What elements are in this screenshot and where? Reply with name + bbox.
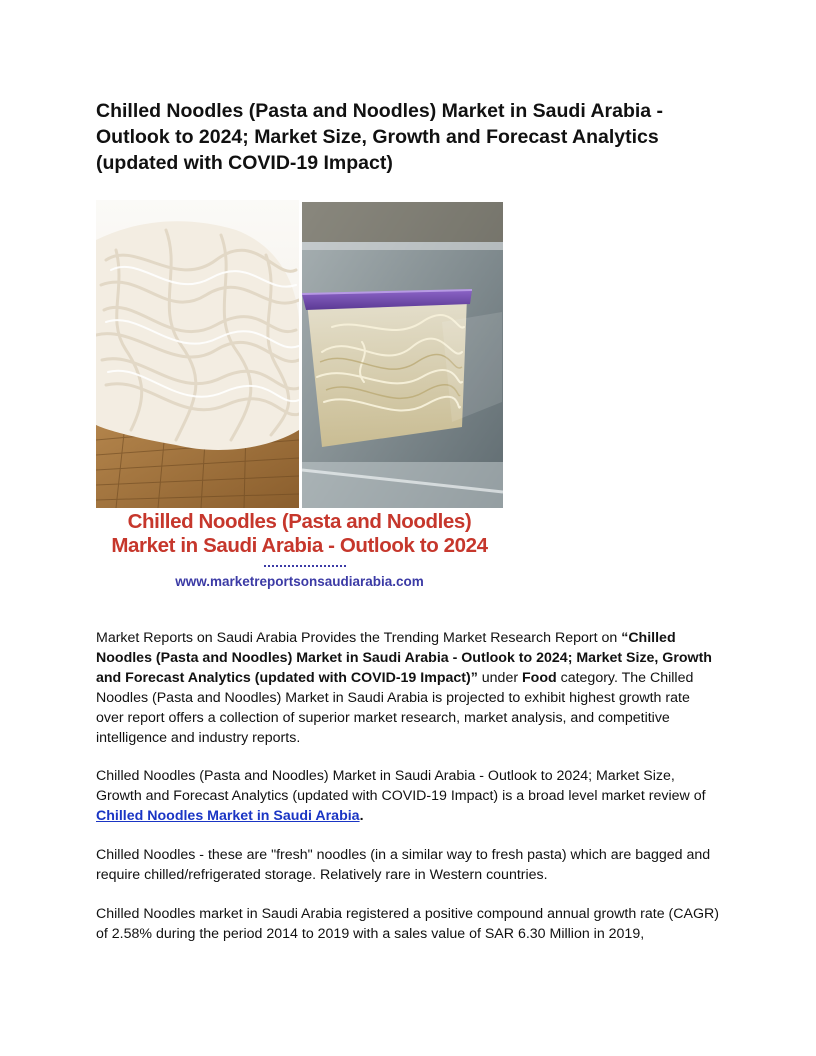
intro-paragraph: [96, 628, 720, 748]
category-name: Food: [522, 670, 557, 686]
intro-text: Market Reports on Saudi Arabia Provides the Trending Market Research Report on: [96, 630, 622, 646]
intro-rest-text: category. The Chilled Noodles (Pasta and Noodles) Market in Saudi Arabia is projected to exhibit highest growth rate over report offers a collection of superior market research, market analysis, and competitive intelligence and industry reports.: [96, 670, 694, 746]
under-text: under: [477, 670, 522, 686]
document-title: Chilled Noodles (Pasta and Noodles) Market in Saudi Arabia - Outlook to 2024; Market Size, Growth and Forecast Analytics (updated with COVID-19 Impact): [96, 100, 664, 174]
cover-website-url: www.marketreportsonsaudiarabia.com: [175, 574, 424, 589]
market-link[interactable]: Chilled Noodles Market in Saudi Arabia: [96, 808, 360, 824]
noodles-on-tray-photo: [96, 200, 299, 508]
cover-caption-line1: Chilled Noodles (Pasta and Noodles): [127, 510, 472, 533]
open-quote: “: [621, 630, 629, 646]
definition-paragraph: Chilled Noodles - these are "fresh" noodles (in a similar way to fresh pasta) which are bagged and require chilled/refrigerated storage. Relatively rare in Western countries.: [96, 847, 711, 883]
cover-caption: [96, 510, 503, 558]
noodles-in-container-photo: [302, 202, 503, 508]
cagr-paragraph: Chilled Noodles market in Saudi Arabia registered a positive compound annual growth rate (CAGR) of 2.58% during the period 2014 to 2019 with a sales value of SAR 6.30 Million in 2019,: [96, 906, 719, 942]
cover-caption-line2: Market in Saudi Arabia - Outlook to 2024: [111, 534, 488, 557]
review-paragraph: [96, 766, 720, 826]
report-title-inline: Chilled Noodles (Pasta and Noodles) Market in Saudi Arabia - Outlook to 2024; Market Size, Growth and Forecast Analytics (updated with COVID-19 Impact): [96, 630, 712, 686]
review-text: Chilled Noodles (Pasta and Noodles) Market in Saudi Arabia - Outlook to 2024; Market Size, Growth and Forecast Analytics (updated with COVID-19 Impact) is a broad level market review of: [96, 768, 706, 804]
cover-image: [96, 200, 503, 600]
close-quote: ”: [470, 670, 478, 686]
review-end: .: [359, 808, 364, 824]
dotted-divider: [264, 561, 346, 567]
